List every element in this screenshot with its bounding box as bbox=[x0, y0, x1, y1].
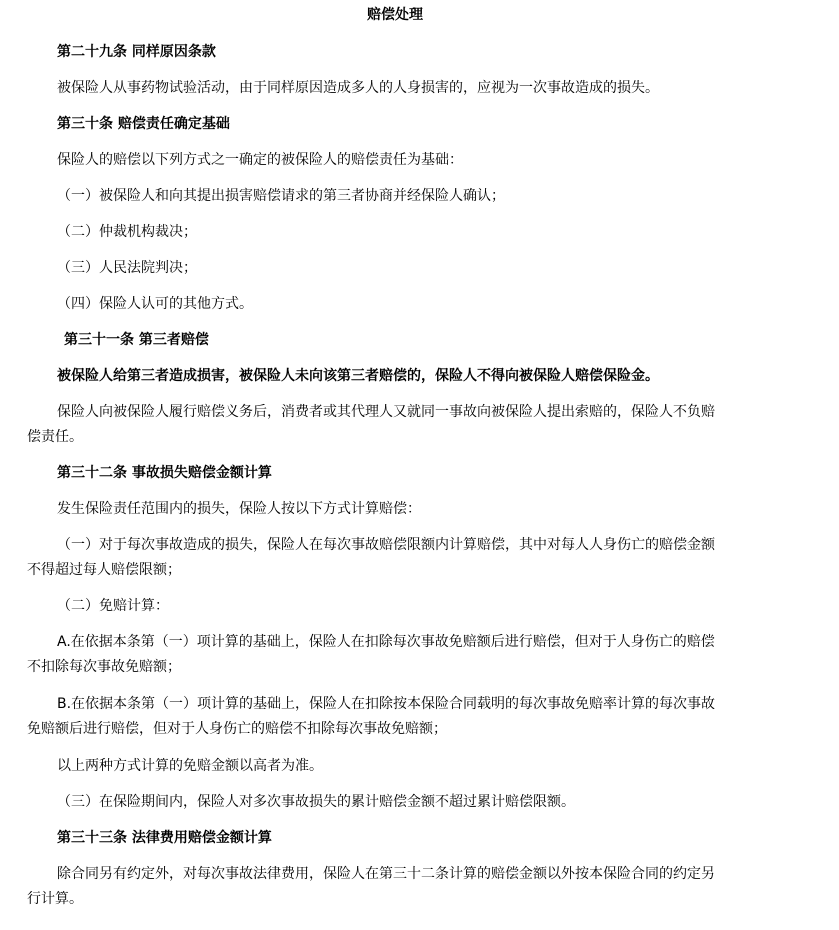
article-31-paragraph-line-1: 保险人向被保险人履行赔偿义务后，消费者或其代理人又就同一事故向被保险人提出索赔的，保险人不负赔 bbox=[57, 404, 715, 420]
article-32-item-3: （三）在保险期间内，保险人对多次事故损失的累计赔偿金额不超过累计赔偿限额。 bbox=[57, 794, 575, 810]
article-32-item-2: （二）免赔计算： bbox=[57, 598, 169, 614]
article-32-item-1-line-2: 不得超过每人赔偿限额； bbox=[27, 562, 181, 578]
article-32-clause-a-line-2: 不扣除每次事故免赔额； bbox=[27, 659, 181, 675]
article-32-clause-b-line-1: B.在依据本条第（一）项计算的基础上，保险人在扣除按本保险合同载明的每次事故免赔率计算的每次事故 bbox=[57, 696, 716, 712]
article-31-heading: 第三十一条 第三者赔偿 bbox=[64, 332, 209, 348]
article-33-heading: 第三十三条 法律费用赔偿金额计算 bbox=[57, 830, 272, 846]
article-32-clause-a-line-1: A.在依据本条第（一）项计算的基础上，保险人在扣除每次事故免赔额后进行赔偿，但对于人身伤亡的赔偿 bbox=[57, 634, 715, 650]
article-31-paragraph-line-2: 偿责任。 bbox=[27, 429, 83, 445]
article-33-paragraph-line-1: 除合同另有约定外，对每次事故法律费用，保险人在第三十二条计算的赔偿金额以外按本保险合同的约定另 bbox=[57, 866, 715, 882]
article-32-clause-b-line-2: 免赔额后进行赔偿，但对于人身伤亡的赔偿不扣除每次事故免赔额； bbox=[27, 721, 447, 737]
article-32-intro: 发生保险责任范围内的损失，保险人按以下方式计算赔偿： bbox=[57, 501, 421, 517]
article-32-item-1-line-1: （一）对于每次事故造成的损失，保险人在每次事故赔偿限额内计算赔偿，其中对每人人身伤亡的赔偿金额 bbox=[57, 537, 715, 553]
article-30-item-1: （一）被保险人和向其提出损害赔偿请求的第三者协商并经保险人确认； bbox=[57, 188, 505, 204]
article-30-item-2: （二）仲裁机构裁决； bbox=[57, 224, 197, 240]
article-29-heading: 第二十九条 同样原因条款 bbox=[57, 44, 216, 60]
article-30-intro: 保险人的赔偿以下列方式之一确定的被保险人的赔偿责任为基础： bbox=[57, 152, 463, 168]
article-30-heading: 第三十条 赔偿责任确定基础 bbox=[57, 116, 230, 132]
article-30-item-3: （三）人民法院判决； bbox=[57, 260, 197, 276]
article-32-heading: 第三十二条 事故损失赔偿金额计算 bbox=[57, 465, 272, 481]
article-33-paragraph-line-2: 行计算。 bbox=[27, 891, 83, 907]
article-31-bold-paragraph: 被保险人给第三者造成损害，被保险人未向该第三者赔偿的，保险人不得向被保险人赔偿保险金。 bbox=[57, 368, 659, 384]
article-29-paragraph: 被保险人从事药物试验活动，由于同样原因造成多人的人身损害的，应视为一次事故造成的损失。 bbox=[57, 80, 659, 96]
article-32-conclusion: 以上两种方式计算的免赔金额以高者为准。 bbox=[57, 758, 323, 774]
page-title: 赔偿处理 bbox=[367, 7, 423, 23]
article-30-item-4: （四）保险人认可的其他方式。 bbox=[57, 296, 253, 312]
